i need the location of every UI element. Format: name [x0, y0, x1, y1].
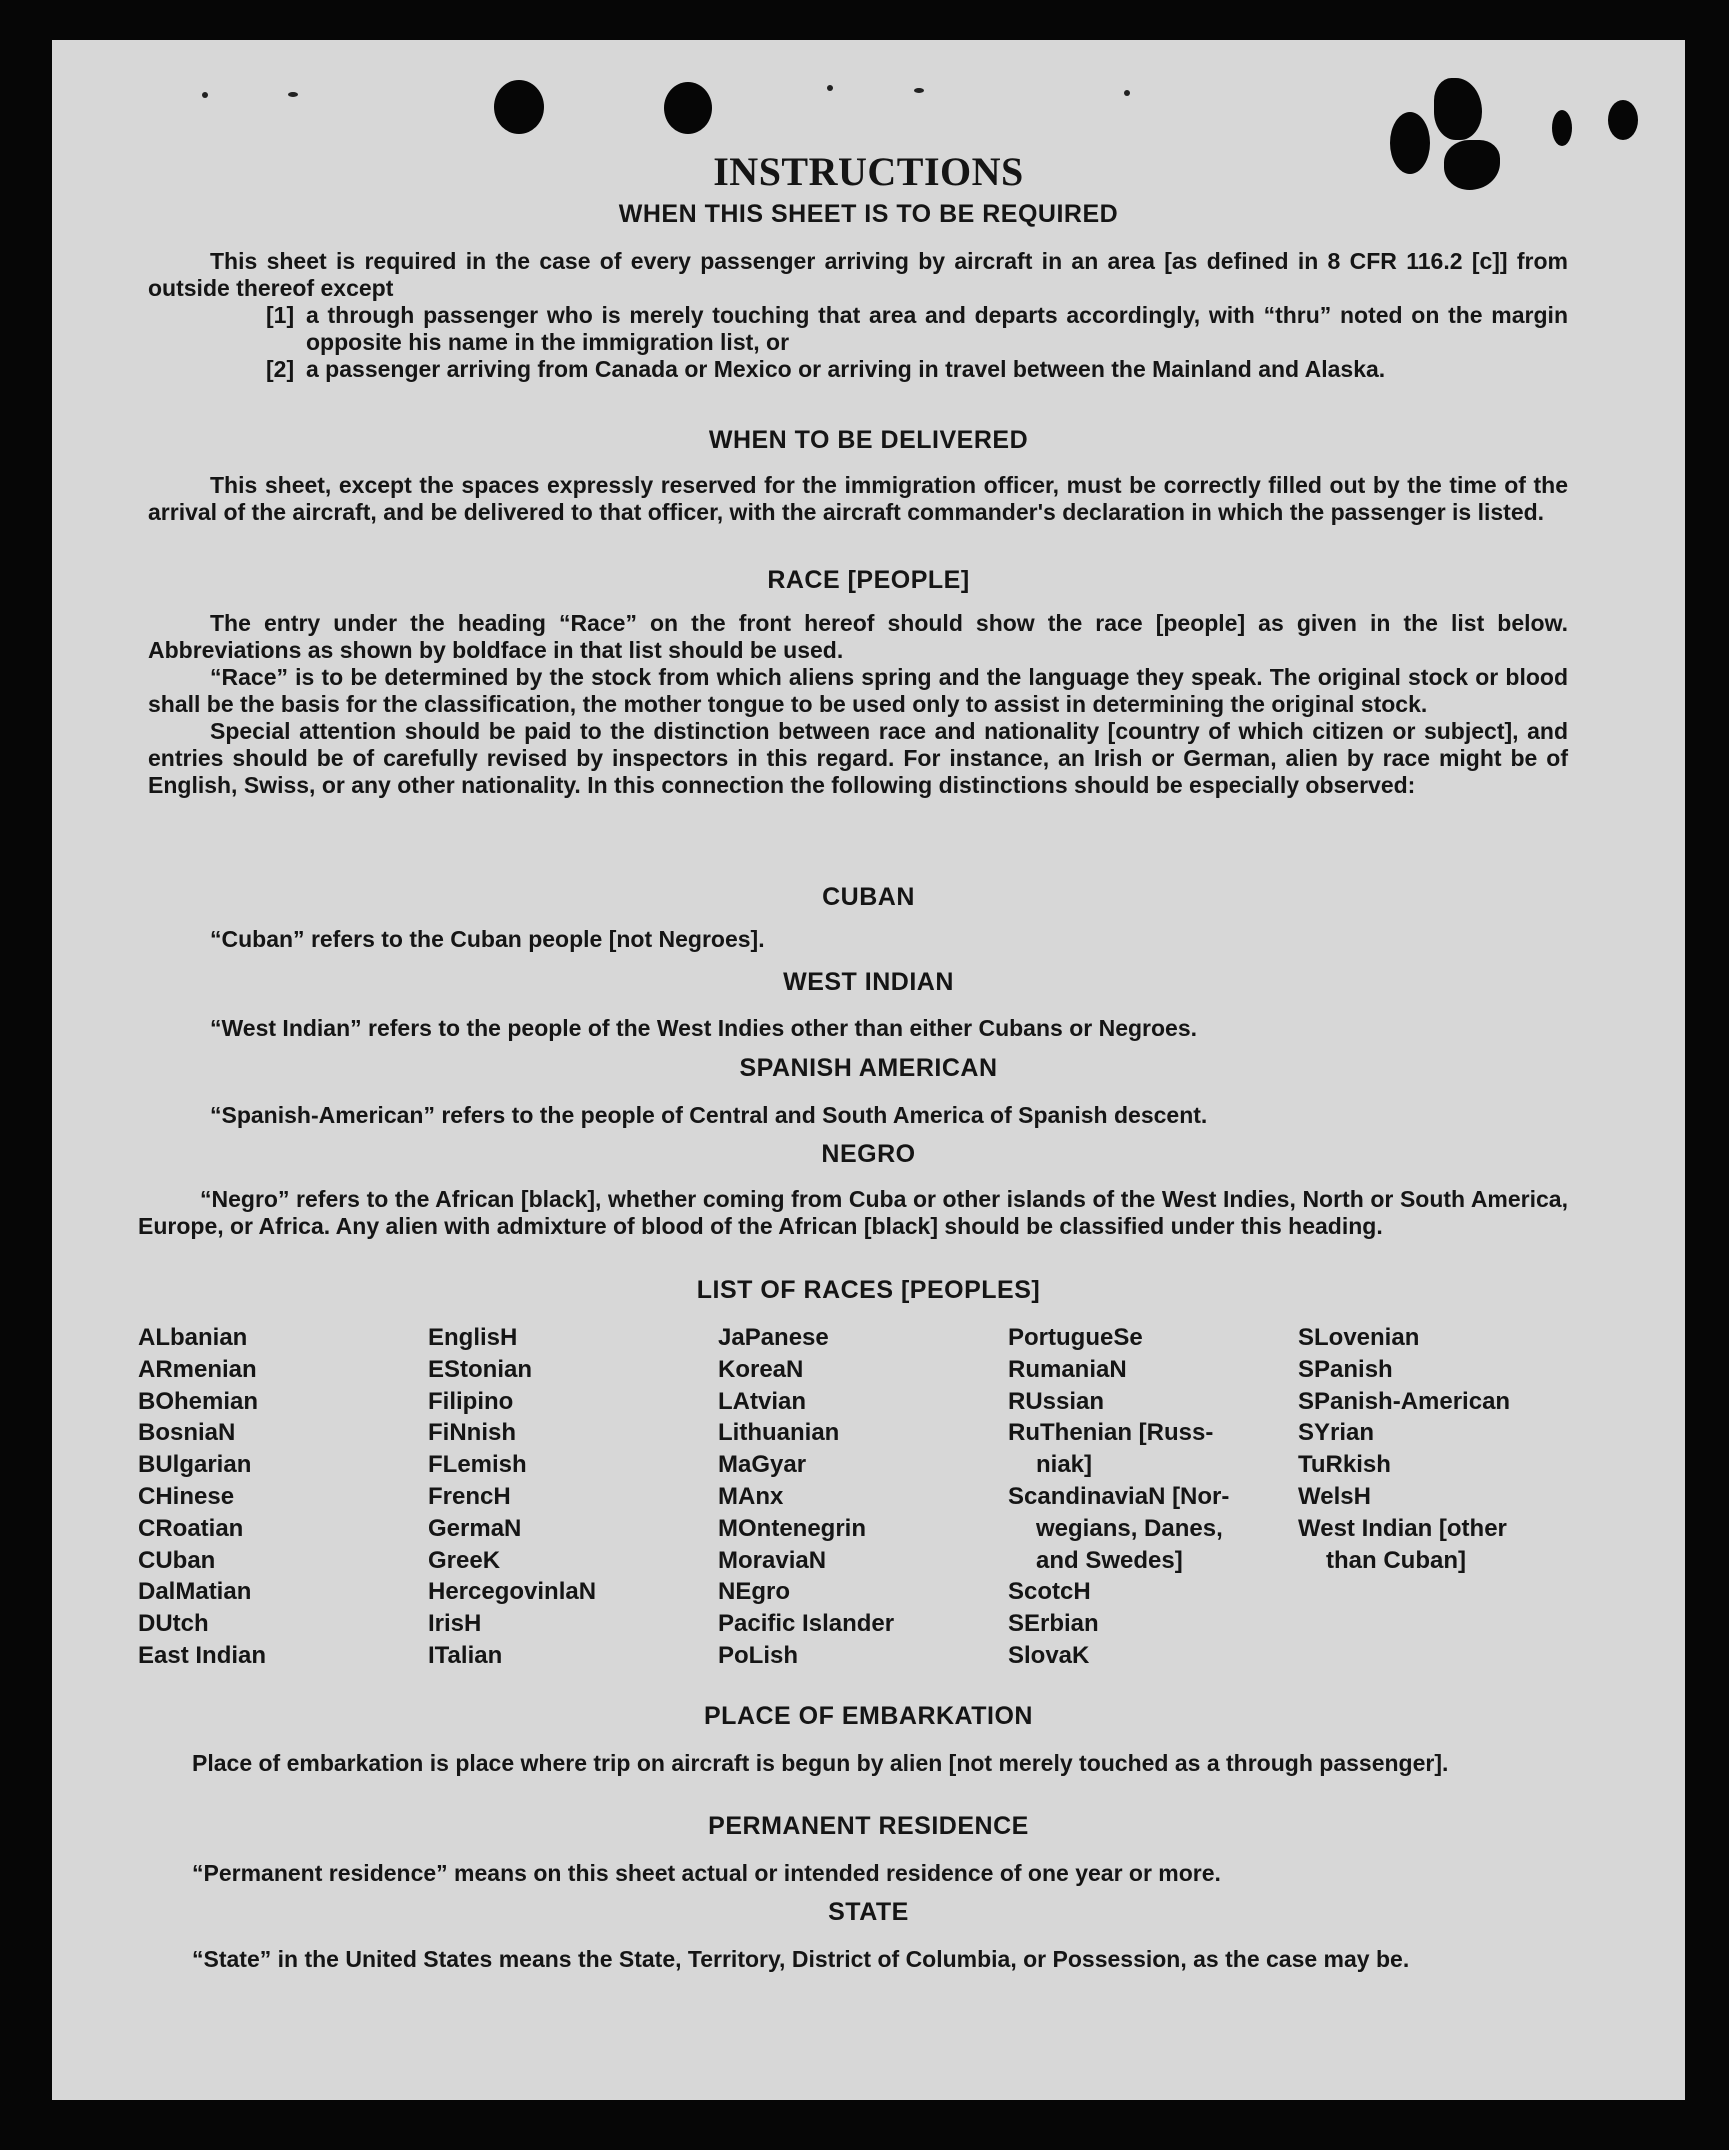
race-item: SPanish	[1298, 1355, 1393, 1383]
race-item: West Indian [other	[1298, 1514, 1507, 1542]
race-item: SLovenian	[1298, 1324, 1420, 1351]
race-item: ScotcH	[1008, 1578, 1091, 1606]
paragraph: Place of embarkation is place where trip on aircraft is begun by alien [not merely touched as a through passenger].	[192, 1750, 1449, 1776]
speck	[827, 85, 833, 91]
heading-cuban: CUBAN	[822, 883, 915, 911]
race-item: IrisH	[428, 1610, 482, 1638]
race-item: RuThenian [Russ-	[1008, 1419, 1214, 1447]
race-item: and Swedes]	[1036, 1546, 1183, 1574]
speck	[1124, 90, 1130, 96]
section-when-delivered	[148, 472, 1568, 526]
race-item: NEgro	[718, 1578, 790, 1606]
paragraph: “Race” is to be determined by the stock from which aliens spring and the language they speak. The original stock or blood shall be the basis for the classification, the mother tongue to be used only to assist in determining the original stock.	[148, 664, 1568, 717]
race-item: MaGyar	[718, 1451, 807, 1479]
exception-item	[266, 302, 1568, 356]
race-item: wegians, Danes,	[1036, 1514, 1223, 1542]
heading-embarkation: PLACE OF EMBARKATION	[704, 1702, 1033, 1730]
heading-spanish-american: SPANISH AMERICAN	[739, 1054, 998, 1082]
paragraph: Special attention should be paid to the distinction between race and nationality [country of which citizen or subject], and entries should be of carefully revised by inspectors in this regard. For instance, an Irish or German, alien by race might be of English, Swiss, or any other nationality. In this connection the following distinctions should be especially observed:	[148, 718, 1568, 798]
punch-hole-right	[664, 82, 712, 134]
paragraph: “Cuban” refers to the Cuban people [not Negroes].	[210, 926, 765, 952]
races-column-2	[428, 1322, 596, 1672]
section-permanent-residence	[130, 1860, 1568, 1887]
race-item: SlovaK	[1008, 1641, 1090, 1669]
race-item: DalMatian	[138, 1578, 252, 1606]
race-item: CHinese	[138, 1482, 235, 1510]
speck	[202, 92, 208, 98]
races-column-5	[1298, 1322, 1510, 1576]
heading-west-indian: WEST INDIAN	[783, 968, 954, 996]
race-item: MAnx	[718, 1482, 784, 1510]
race-item: PortugueSe	[1008, 1324, 1143, 1351]
heading-negro: NEGRO	[821, 1140, 916, 1168]
section-cuban	[148, 926, 1568, 953]
race-item: FrencH	[428, 1482, 511, 1510]
speck	[914, 88, 924, 93]
race-item: Filipino	[428, 1387, 514, 1415]
exception-item	[266, 356, 1568, 383]
races-column-3	[718, 1322, 894, 1672]
paragraph: “Permanent residence” means on this sheet actual or intended residence of one year or more.	[192, 1860, 1221, 1886]
race-item: RumaniaN	[1008, 1355, 1127, 1383]
paragraph: This sheet, except the spaces expressly reserved for the immigration officer, must be correctly filled out by the time of the arrival of the aircraft, and be delivered to that officer, with the aircraft commander's declaration in which the passenger is listed.	[148, 472, 1568, 525]
paragraph: This sheet is required in the case of every passenger arriving by aircraft in an area [as defined in 8 CFR 116.2 [c]] from outside thereof except	[148, 248, 1568, 301]
race-item: BOhemian	[138, 1387, 259, 1415]
torn-corner	[1434, 78, 1482, 140]
race-item: niak]	[1036, 1451, 1093, 1479]
race-item: MOntenegrin	[718, 1514, 866, 1542]
races-column-1	[138, 1322, 266, 1672]
race-item: ScandinaviaN [Nor-	[1008, 1482, 1230, 1510]
paragraph: “West Indian” refers to the people of the West Indies other than either Cubans or Negroes.	[210, 1015, 1198, 1041]
document-page	[52, 40, 1685, 2100]
race-item: ITalian	[428, 1641, 503, 1669]
race-item: DUtch	[138, 1610, 209, 1638]
race-item: SPanish-American	[1298, 1387, 1511, 1415]
section-state	[130, 1946, 1568, 1973]
race-item: Lithuanian	[718, 1419, 840, 1447]
race-item: KoreaN	[718, 1355, 804, 1383]
race-item: EnglisH	[428, 1324, 518, 1351]
paragraph: The entry under the heading “Race” on the front hereof should show the race [people] as given in the list below. Abbreviations as shown by boldface in that list should be used.	[148, 610, 1568, 663]
section-when-required	[148, 248, 1568, 383]
section-race	[148, 610, 1568, 799]
punch-hole-left	[494, 80, 544, 134]
heading-race: RACE [PEOPLE]	[767, 566, 970, 594]
section-negro	[138, 1186, 1568, 1240]
paragraph: “State” in the United States means the State, Territory, District of Columbia, or Possession, as the case may be.	[192, 1946, 1410, 1972]
page-title: INSTRUCTIONS	[713, 149, 1024, 194]
race-item: PoLish	[718, 1641, 799, 1669]
race-item: CRoatian	[138, 1514, 244, 1542]
torn-corner	[1608, 100, 1638, 140]
race-item: WelsH	[1298, 1482, 1371, 1510]
race-item: FiNnish	[428, 1419, 516, 1447]
race-item: BUlgarian	[138, 1451, 252, 1479]
race-item: CUban	[138, 1546, 216, 1574]
heading-state: STATE	[828, 1898, 909, 1926]
heading-permanent-residence: PERMANENT RESIDENCE	[708, 1812, 1029, 1840]
race-item: East Indian	[138, 1641, 267, 1669]
exception-text: a passenger arriving from Canada or Mexico or arriving in travel between the Mainland and Alaska.	[306, 356, 1386, 382]
race-item: TuRkish	[1298, 1451, 1391, 1479]
heading-list-of-races: LIST OF RACES [PEOPLES]	[696, 1276, 1041, 1304]
speck	[288, 92, 298, 97]
heading-when-required: WHEN THIS SHEET IS TO BE REQUIRED	[618, 200, 1119, 228]
race-item: ALbanian	[138, 1324, 248, 1351]
race-item: ARmenian	[138, 1355, 257, 1383]
section-spanish-american	[148, 1102, 1568, 1129]
race-item: HercegovinlaN	[428, 1578, 597, 1606]
exception-number: [1]	[266, 302, 295, 328]
race-item: than Cuban]	[1326, 1546, 1466, 1574]
race-item: SErbian	[1008, 1610, 1099, 1638]
race-item: GermaN	[428, 1514, 522, 1542]
section-west-indian	[148, 1015, 1568, 1042]
exception-text: a through passenger who is merely touching that area and departs accordingly, with “thru” noted on the margin opposite his name in the immigration list, or	[306, 302, 1568, 355]
race-item: MoraviaN	[718, 1546, 827, 1574]
exception-number: [2]	[266, 356, 295, 382]
section-embarkation	[130, 1750, 1568, 1777]
race-item: FLemish	[428, 1451, 527, 1479]
race-item: JaPanese	[718, 1324, 829, 1351]
race-item: SYrian	[1298, 1419, 1375, 1447]
paragraph: “Negro” refers to the African [black], whether coming from Cuba or other islands of the West Indies, North or South America, Europe, or Africa. Any alien with admixture of blood of the African [black] should be classified under this heading.	[138, 1186, 1568, 1239]
race-item: LAtvian	[718, 1387, 807, 1415]
race-item: RUssian	[1008, 1387, 1105, 1415]
races-column-4	[1008, 1322, 1229, 1672]
race-item: EStonian	[428, 1355, 533, 1383]
torn-corner	[1552, 110, 1572, 146]
paragraph: “Spanish-American” refers to the people of Central and South America of Spanish descent.	[210, 1102, 1208, 1128]
race-item: BosniaN	[138, 1419, 236, 1447]
race-item: Pacific Islander	[718, 1610, 895, 1638]
race-item: GreeK	[428, 1546, 501, 1574]
heading-when-delivered: WHEN TO BE DELIVERED	[708, 426, 1029, 454]
